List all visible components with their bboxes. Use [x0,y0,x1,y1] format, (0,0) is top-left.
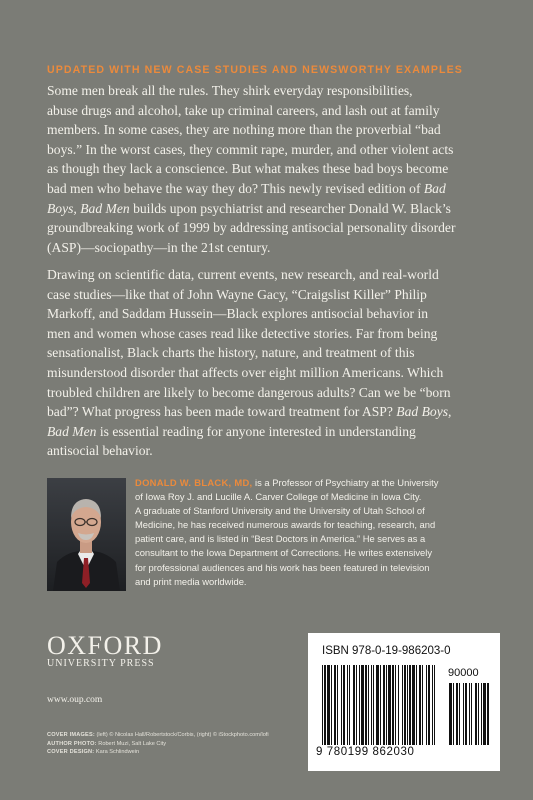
barcode-bar [373,665,374,745]
price-barcode-bar [483,683,486,745]
barcode-bar [361,665,364,745]
book-title-italic: Bad Boys, [396,404,452,420]
barcode-bar [327,665,330,745]
description-paragraph-1: Some men break all the rules. They shirk everyday responsibilities, abuse drugs and alcohol, take up criminal careers, and lash out at family members. In some cases, they are nothing more than the proverbial “bad boys.” In the worst cases, they commit rape, murder, and other violent acts as though they lack a conscience. But what makes these bad boys become bad men who behave the way they do? This newly revised edition of Bad Boys, Bad Men builds upon psychiatrist and researcher Donald W. Black’s groundbreaking work of 1999 by addressing antisocial personality disorder (ASP)—sociopathy—in the 21st century. [47,83,456,255]
barcode-bar [392,665,394,745]
author-name: DONALD W. BLACK, MD, [135,477,253,488]
barcode-bar [404,665,406,745]
barcode-bar [324,665,326,745]
barcode-bar [386,665,387,745]
author-photo [47,478,126,591]
barcode-bar [334,665,336,745]
author-bio: DONALD W. BLACK, MD, is a Professor of Psychiatry at the University of Iowa Roy J. and Lucille A. Carver College of Medicine in Iowa City. A graduate of Stanford University and the University of Utah School of Medicine, he has received numerous awards for teaching, research, and patient care, and is listed in “Best Doctors in America.” He serves as a consultant to the Iowa Department of Corrections. He writes extensively for professional audiences and his work has been featured in television and print media worldwide. [135,477,439,587]
barcode-bar [331,665,332,745]
price-barcode-bar [463,683,464,745]
barcode-bar [412,665,415,745]
barcode-bar [419,665,421,745]
barcode-bar [356,665,357,745]
publisher-website: www.oup.com [47,695,103,705]
price-barcode-bar [465,683,467,745]
barcode-bar [341,665,342,745]
isbn-number: ISBN 978-0-19-986203-0 [322,645,451,657]
barcode-bar [376,665,379,745]
price-barcode-bar [456,683,458,745]
isbn-barcode [308,633,500,771]
price-barcode-bar [469,683,470,745]
barcode-bar [353,665,355,745]
barcode-bar [426,665,427,745]
barcode-bar [416,665,417,745]
barcode-bar [365,665,367,745]
barcode-bar [398,665,399,745]
cover-credits [47,731,307,757]
price-barcode-bar [487,683,489,745]
price-barcode-bar [471,683,472,745]
price-barcode-bar [449,683,452,745]
barcode-bar [368,665,369,745]
barcode-bar [322,665,323,745]
description-paragraph-2: Drawing on scientific data, current events, new research, and real-world case studies—like that of John Wayne Gacy, “Craigslist Killer” Philip Markoff, and Saddam Hussein—Black explores antisocial behavior in men and women whose cases read like detective stories. Far from being sensationalist, Black charts the history, nature, and treatment of this misunderstood disorder that affects over eight million Americans. Which troubled children are likely to become dangerous adults? Can we be “born bad”? What progress has been made toward treatment for ASP? Bad Boys, Bad Men is essential reading for anyone interested in understanding antisocial behavior. [47,267,452,459]
barcode-bar [432,665,433,745]
barcode-bar [371,665,372,745]
barcode-bar [409,665,411,745]
barcode-bar [434,665,435,745]
book-title-italic: Bad [423,180,446,196]
barcode-bar [428,665,430,745]
book-title-italic: Bad Men [47,423,97,439]
barcode-bar [388,665,391,745]
price-barcode-bar [453,683,454,745]
barcode-bar [349,665,350,745]
barcode-bar [337,665,338,745]
oxford-logo: OXFORD [47,631,163,660]
barcode-digits: 9 780199 862030 [316,746,415,758]
barcode-bar [407,665,408,745]
barcode-bar [383,665,385,745]
cover-images-credit: COVER IMAGES: (left) © Nicolas Hall/Robertstock/Corbis, (right) © iStockphoto.com/lofi [47,732,269,738]
book-title-italic: Boys, Bad Men [47,200,130,216]
barcode-bar [422,665,423,745]
author-portrait-image [47,478,126,591]
barcode-bar [395,665,396,745]
back-cover-headline: UPDATED WITH NEW CASE STUDIES AND NEWSWORTHY EXAMPLES [47,64,463,76]
barcode-bar [347,665,348,745]
publisher-press-name: UNIVERSITY PRESS [47,658,155,669]
barcode-bar [380,665,381,745]
price-barcode-bar [481,683,482,745]
price-barcode-bar [478,683,479,745]
barcode-bar [402,665,403,745]
cover-design-credit: COVER DESIGN: Kara Schlindwein [47,749,140,756]
barcode-bar [359,665,360,745]
price-barcode-bar [475,683,477,745]
barcode-bar [343,665,345,745]
price-code: 90000 [448,667,479,679]
price-barcode-bar [459,683,460,745]
author-photo-credit: AUTHOR PHOTO: Robert Muzi, Salt Lake City [47,740,167,747]
